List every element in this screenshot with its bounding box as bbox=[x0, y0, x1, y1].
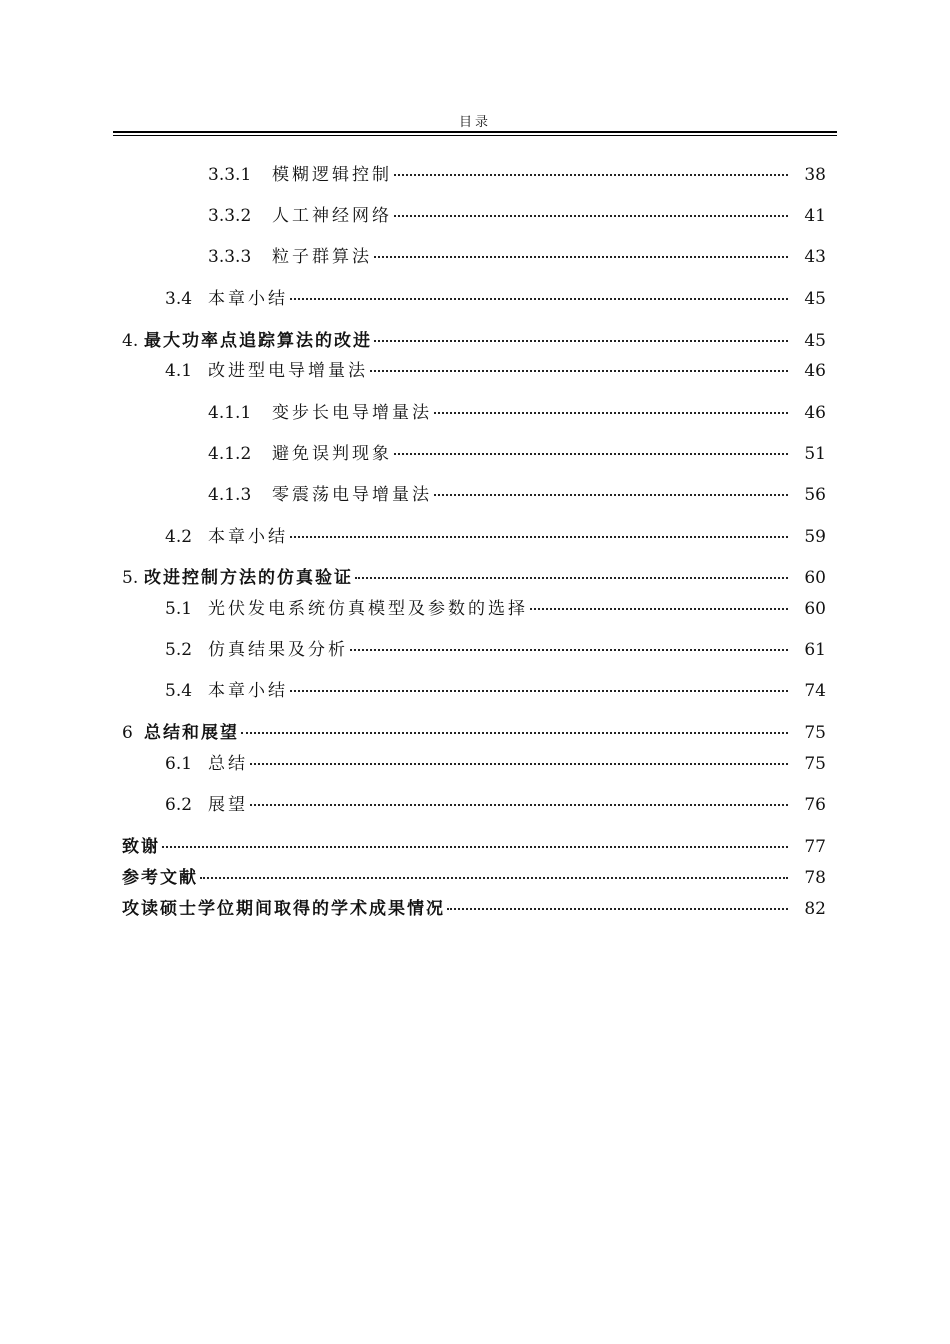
toc-entry-title: 零震荡电导增量法 bbox=[272, 485, 432, 505]
dot-leader bbox=[241, 732, 788, 734]
toc-entry-title: 展望 bbox=[208, 795, 248, 815]
toc-entry[interactable] bbox=[122, 722, 826, 744]
toc-entry-number: 5.2 bbox=[165, 640, 193, 660]
toc-entry-page-number: 51 bbox=[804, 444, 826, 464]
toc-entry-page-number: 56 bbox=[804, 485, 826, 505]
dot-leader bbox=[374, 256, 788, 258]
dot-leader bbox=[162, 846, 788, 848]
toc-entry-title: 本章小结 bbox=[208, 527, 288, 547]
toc-entry-page-number: 46 bbox=[804, 361, 826, 381]
toc-entry-number: 3.3.3 bbox=[208, 247, 252, 267]
toc-entry-page-number: 77 bbox=[804, 837, 826, 857]
toc-entry-number: 5.1 bbox=[165, 599, 193, 619]
dot-leader bbox=[290, 536, 788, 538]
dot-leader bbox=[374, 340, 788, 342]
toc-entry-page-number: 43 bbox=[804, 247, 826, 267]
toc-entry-page-number: 45 bbox=[804, 289, 826, 309]
toc-entry-page-number: 46 bbox=[804, 403, 826, 423]
toc-entry-number: 3.3.2 bbox=[208, 206, 252, 226]
toc-entry-title: 改进控制方法的仿真验证 bbox=[144, 568, 353, 588]
toc-entry-number: 4.1.1 bbox=[208, 403, 252, 423]
toc-entry[interactable] bbox=[165, 526, 826, 548]
toc-entry[interactable] bbox=[165, 360, 826, 382]
toc-entry[interactable] bbox=[122, 898, 826, 920]
toc-entry-title: 致谢 bbox=[122, 837, 160, 857]
toc-entry-title: 模糊逻辑控制 bbox=[272, 165, 392, 185]
toc-entry-number: 6 bbox=[122, 723, 133, 743]
toc-entry-page-number: 78 bbox=[804, 868, 826, 888]
dot-leader bbox=[434, 412, 788, 414]
dot-leader bbox=[447, 908, 788, 910]
toc-entry[interactable] bbox=[208, 246, 826, 268]
toc-entry-title: 总结 bbox=[208, 754, 248, 774]
toc-entry[interactable] bbox=[122, 867, 826, 889]
toc-entry-title: 改进型电导增量法 bbox=[208, 361, 368, 381]
toc-entry[interactable] bbox=[208, 205, 826, 227]
toc-entry-title: 参考文献 bbox=[122, 868, 198, 888]
toc-entry-number: 6.2 bbox=[165, 795, 193, 815]
toc-entry-title: 本章小结 bbox=[208, 289, 288, 309]
toc-entry-title: 攻读硕士学位期间取得的学术成果情况 bbox=[122, 899, 445, 919]
toc-entry-number: 6.1 bbox=[165, 754, 193, 774]
toc-entry-number: 5.4 bbox=[165, 681, 193, 701]
toc-entry[interactable] bbox=[122, 330, 826, 352]
toc-entry-number: 3.3.1 bbox=[208, 165, 252, 185]
dot-leader bbox=[394, 215, 788, 217]
toc-entry-title: 仿真结果及分析 bbox=[208, 640, 348, 660]
dot-leader bbox=[250, 804, 788, 806]
toc-entry[interactable] bbox=[122, 836, 826, 858]
toc-entry-page-number: 75 bbox=[804, 723, 826, 743]
toc-entry-title: 避免误判现象 bbox=[272, 444, 392, 464]
toc-entry-title: 粒子群算法 bbox=[272, 247, 372, 267]
toc-entry[interactable] bbox=[165, 598, 826, 620]
dot-leader bbox=[200, 877, 788, 879]
toc-entry-page-number: 41 bbox=[804, 206, 826, 226]
toc-entry-page-number: 60 bbox=[804, 568, 826, 588]
toc-entry[interactable] bbox=[208, 443, 826, 465]
toc-entry[interactable] bbox=[165, 794, 826, 816]
toc-entry-page-number: 61 bbox=[804, 640, 826, 660]
toc-entry-page-number: 60 bbox=[804, 599, 826, 619]
toc-entry[interactable] bbox=[122, 567, 826, 589]
dot-leader bbox=[350, 649, 788, 651]
toc-entry[interactable] bbox=[208, 484, 826, 506]
toc-entry-title: 最大功率点追踪算法的改进 bbox=[144, 331, 372, 351]
dot-leader bbox=[394, 453, 788, 455]
toc-entry-number: 3.4 bbox=[165, 289, 193, 309]
toc-entry-number: 4.1 bbox=[165, 361, 193, 381]
toc-entry-page-number: 76 bbox=[804, 795, 826, 815]
toc-entry[interactable] bbox=[165, 288, 826, 310]
dot-leader bbox=[370, 370, 788, 372]
toc-entry-page-number: 38 bbox=[804, 165, 826, 185]
dot-leader bbox=[290, 298, 788, 300]
toc-entry-title: 本章小结 bbox=[208, 681, 288, 701]
toc-entry-number: 5. bbox=[122, 568, 139, 588]
toc-entry-page-number: 45 bbox=[804, 331, 826, 351]
dot-leader bbox=[394, 174, 788, 176]
toc-entry[interactable] bbox=[165, 680, 826, 702]
toc-entry-title: 光伏发电系统仿真模型及参数的选择 bbox=[208, 599, 528, 619]
dot-leader bbox=[434, 494, 788, 496]
dot-leader bbox=[250, 763, 788, 765]
toc-entry-page-number: 74 bbox=[804, 681, 826, 701]
toc-entry-title: 人工神经网络 bbox=[272, 206, 392, 226]
page-header-title: 目录 bbox=[458, 115, 491, 130]
toc-entry-title: 总结和展望 bbox=[144, 723, 239, 743]
dot-leader bbox=[290, 690, 788, 692]
toc-entry-page-number: 82 bbox=[804, 899, 826, 919]
toc-entry[interactable] bbox=[165, 753, 826, 775]
dot-leader bbox=[355, 577, 788, 579]
toc-entry[interactable] bbox=[208, 402, 826, 424]
toc-entry[interactable] bbox=[165, 639, 826, 661]
toc-entry-number: 4.2 bbox=[165, 527, 193, 547]
toc-entry-page-number: 59 bbox=[804, 527, 826, 547]
toc-entry-page-number: 75 bbox=[804, 754, 826, 774]
toc-entry-number: 4.1.2 bbox=[208, 444, 252, 464]
toc-entry-number: 4. bbox=[122, 331, 139, 351]
dot-leader bbox=[530, 608, 788, 610]
toc-entry-title: 变步长电导增量法 bbox=[272, 403, 432, 423]
toc-entry[interactable] bbox=[208, 164, 826, 186]
toc-entry-number: 4.1.3 bbox=[208, 485, 252, 505]
